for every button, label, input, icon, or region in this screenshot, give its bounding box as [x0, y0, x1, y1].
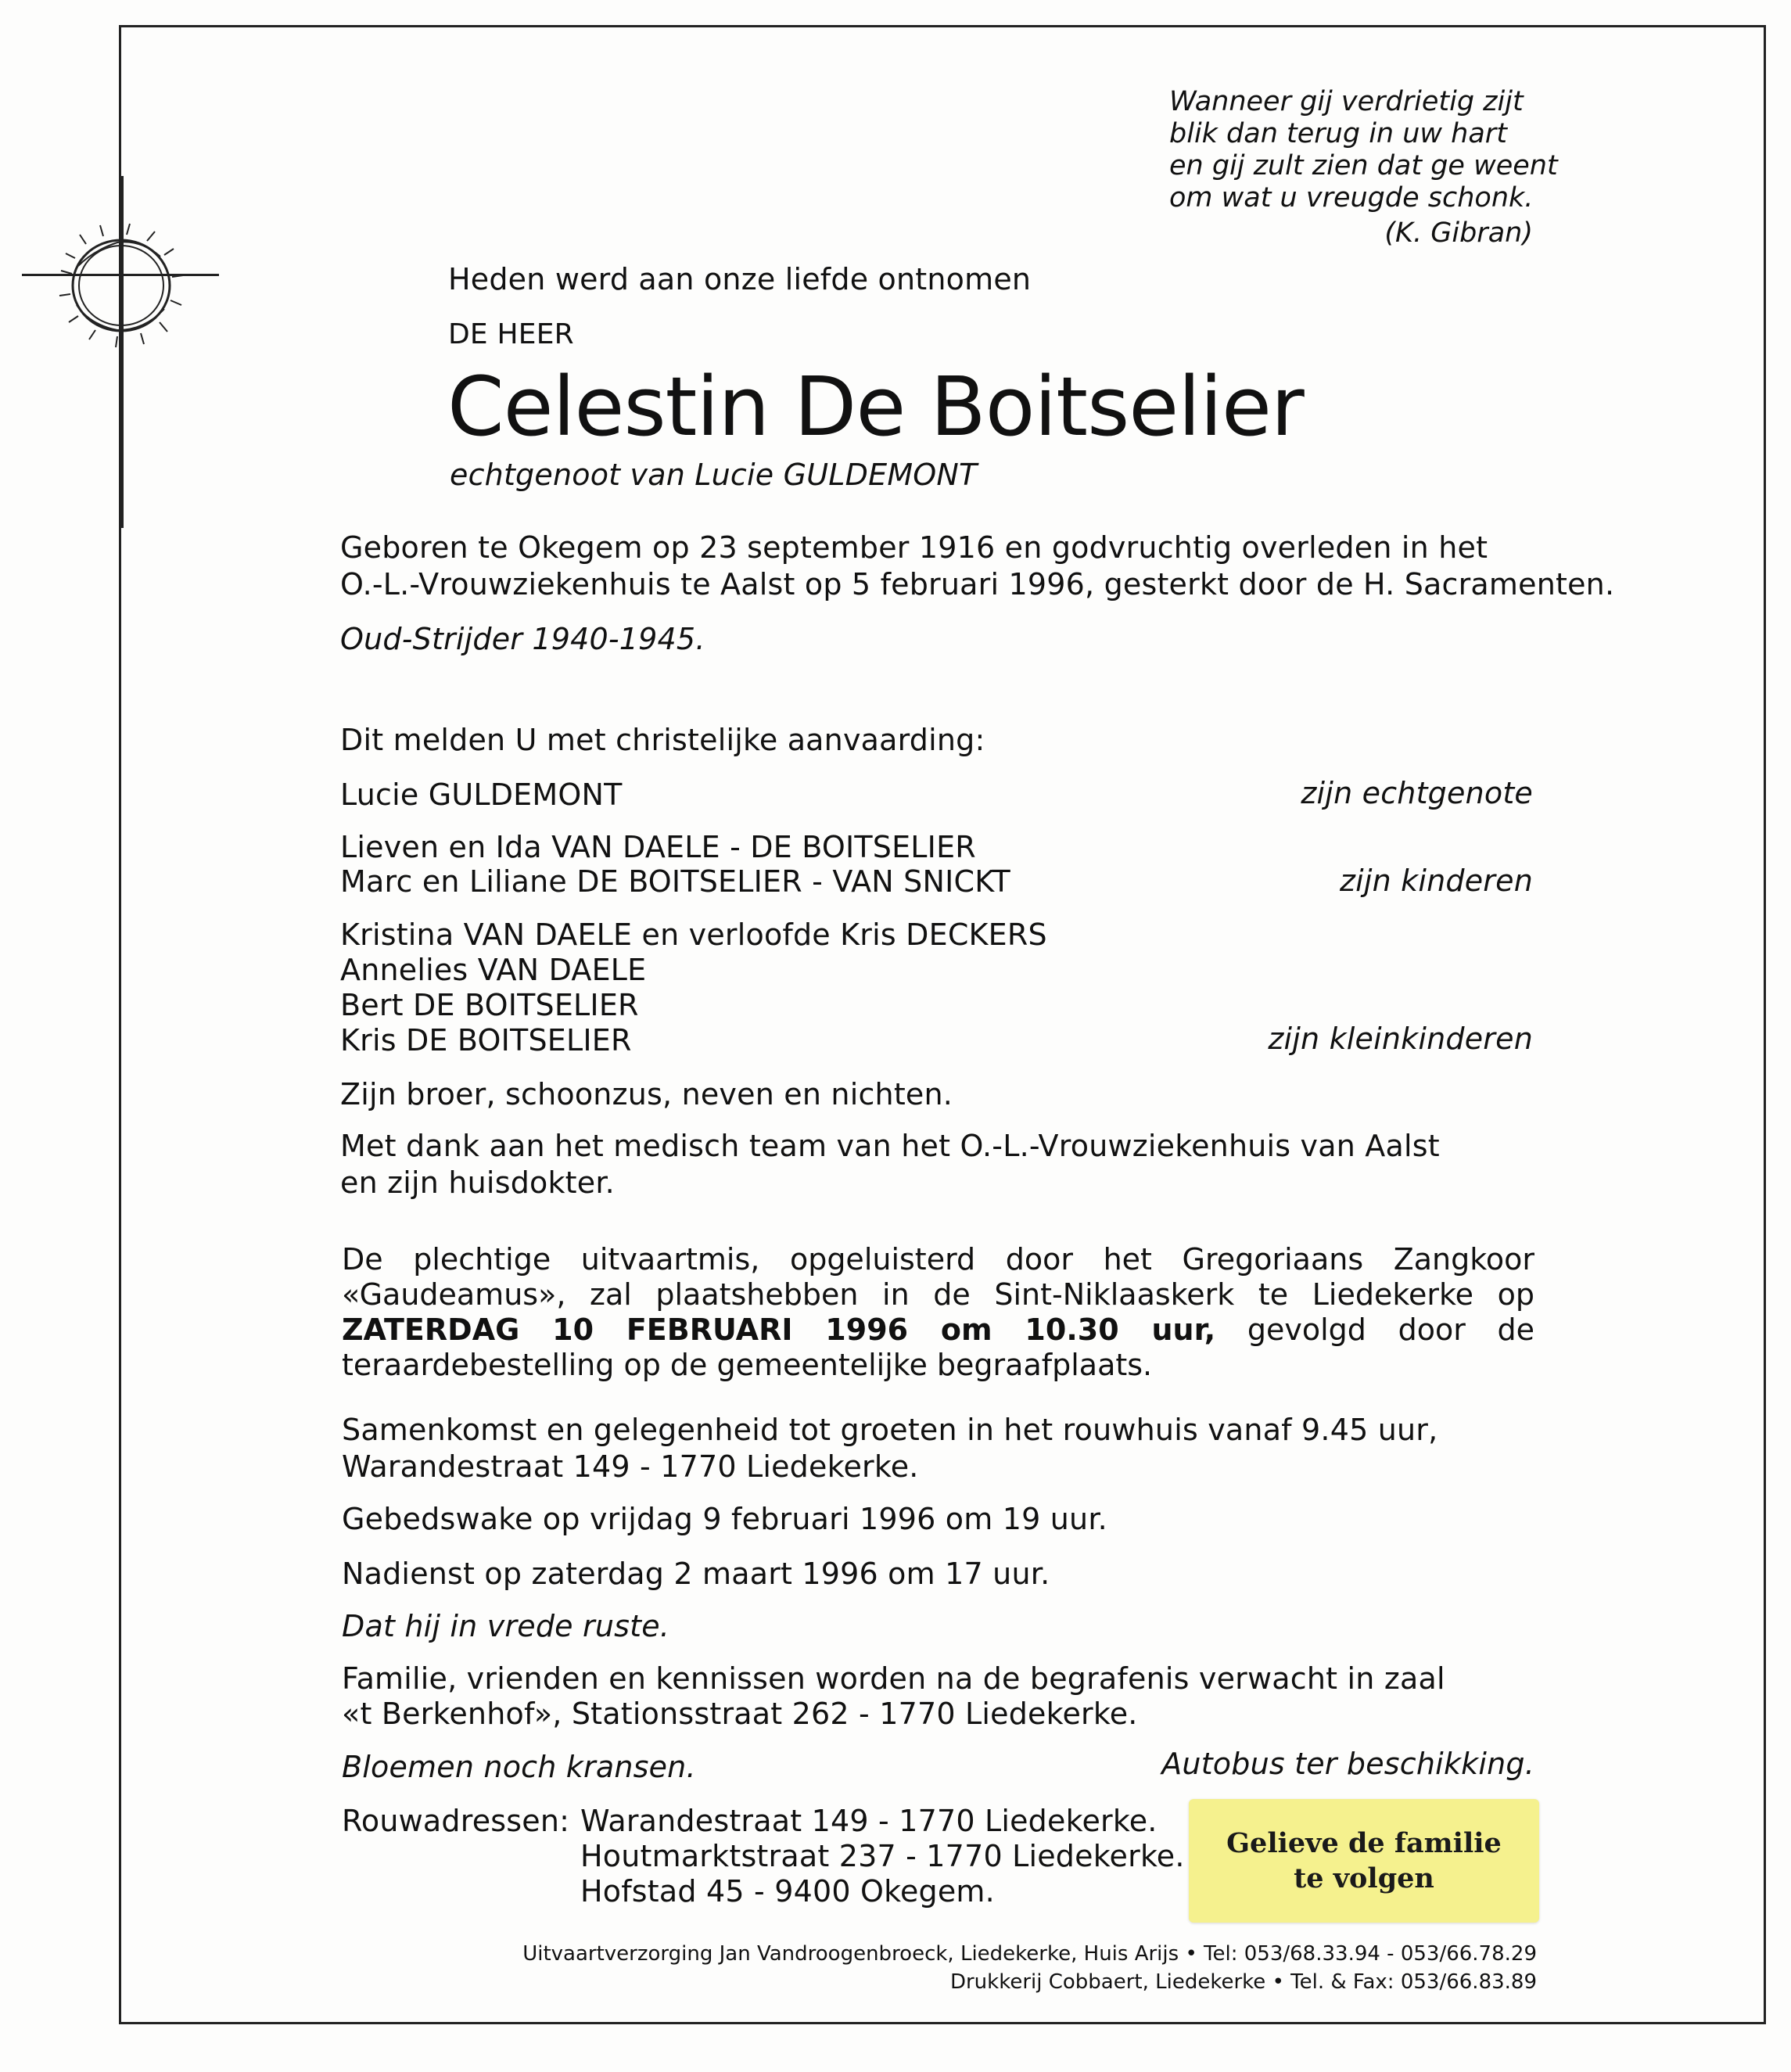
footer-undertaker: Uitvaartverzorging Jan Vandroogenbroeck, Liedekerke, Huis Arijs • Tel: 053/68.33.94 - 053/66.78.29: [522, 1942, 1537, 1966]
quote-line: om wat u vreugde schonk.: [1169, 182, 1534, 214]
birth-death-line: Geboren te Okegem op 23 september 1916 en godvruchtig overleden in het: [340, 530, 1488, 565]
follow-family-sticker: [1189, 1799, 1539, 1923]
address-line: Warandestraat 149 - 1770 Liedekerke.: [580, 1804, 1158, 1838]
sticker-line: te volgen: [1294, 1862, 1434, 1894]
wife-relation: zijn echtgenote: [1301, 776, 1533, 810]
deceased-name: Celestin De Boitselier: [447, 359, 1304, 454]
children-relation: zijn kinderen: [1339, 864, 1533, 898]
quote-line: Wanneer gij verdrietig zijt: [1169, 86, 1524, 117]
grandchild-name: Kris DE BOITSELIER: [340, 1023, 632, 1058]
reception-line: Familie, vrienden en kennissen worden na de begrafenis verwacht in zaal: [342, 1661, 1445, 1696]
reception-line: «t Berkenhof», Stationsstraat 262 - 1770 Liedekerke.: [342, 1697, 1138, 1731]
quote-block: [1169, 86, 1558, 214]
funeral-date: ZATERDAG 10 FEBRUARI 1996 om 10.30 uur,: [342, 1313, 1216, 1347]
rest-line: Dat hij in vrede ruste.: [342, 1609, 670, 1643]
wake-line: Gebedswake op vrijdag 9 februari 1996 om 19 uur.: [342, 1502, 1107, 1536]
intro-line: Heden werd aan onze liefde ontnomen: [448, 262, 1032, 296]
address-line: Hofstad 45 - 9400 Okegem.: [580, 1874, 995, 1909]
grandchild-name: Annelies VAN DAELE: [340, 953, 647, 987]
grandchild-name: Bert DE BOITSELIER: [340, 988, 639, 1022]
address-line: Houtmarktstraat 237 - 1770 Liedekerke.: [580, 1839, 1185, 1873]
footer-printer: Drukkerij Cobbaert, Liedekerke • Tel. & Fax: 053/66.83.89: [949, 1970, 1537, 1994]
other-relatives: Zijn broer, schoonzus, neven en nichten.: [340, 1077, 953, 1111]
grandchildren-relation: zijn kleinkinderen: [1268, 1022, 1533, 1056]
funeral-paragraph: [342, 1242, 1534, 1383]
spouse-line: echtgenoot van Lucie GULDEMONT: [450, 458, 978, 492]
veteran-line: Oud-Strijder 1940-1945.: [340, 622, 705, 656]
title-line: DE HEER: [448, 318, 574, 350]
child-name: Marc en Liliane DE BOITSELIER - VAN SNICKT: [340, 864, 1010, 899]
addresses-label: Rouwadressen:: [342, 1804, 570, 1838]
quote-author: (K. Gibran): [1384, 217, 1533, 249]
service-line: Nadienst op zaterdag 2 maart 1996 om 17 uur.: [342, 1557, 1050, 1591]
funeral-text: De plechtige uitvaartmis, opgeluisterd door het Gregoriaans Zangkoor «Gaudeamus», zal plaatshebben in de Sint-Niklaaskerk te Liedekerke op: [342, 1242, 1534, 1312]
gathering-line: Warandestraat 149 - 1770 Liedekerke.: [342, 1449, 919, 1484]
bus-line: Autobus ter beschikking.: [1161, 1747, 1534, 1781]
thanks-line: Met dank aan het medisch team van het O.-L.-Vrouwziekenhuis van Aalst: [340, 1129, 1440, 1163]
thanks-line: en zijn huisdokter.: [340, 1165, 615, 1200]
flowers-line: Bloemen noch kransen.: [342, 1750, 696, 1784]
wife-name: Lucie GULDEMONT: [340, 777, 623, 812]
funeral-text: gevolgd door de teraardebestelling op de gemeentelijke begraafplaats.: [342, 1313, 1534, 1382]
sticker-line: Gelieve de familie: [1226, 1827, 1502, 1859]
announce-line: Dit melden U met christelijke aanvaarding:: [340, 723, 985, 757]
birth-death-line: O.-L.-Vrouwziekenhuis te Aalst op 5 februari 1996, gesterkt door de H. Sacramenten.: [340, 567, 1615, 601]
crown-of-thorns-icon: [55, 219, 188, 352]
quote-line: en gij zult zien dat ge weent: [1169, 150, 1558, 181]
gathering-line: Samenkomst en gelegenheid tot groeten in het rouwhuis vanaf 9.45 uur,: [342, 1413, 1438, 1447]
quote-line: blik dan terug in uw hart: [1169, 118, 1507, 149]
grandchild-name: Kristina VAN DAELE en verloofde Kris DECKERS: [340, 917, 1047, 952]
child-name: Lieven en Ida VAN DAELE - DE BOITSELIER: [340, 830, 976, 864]
